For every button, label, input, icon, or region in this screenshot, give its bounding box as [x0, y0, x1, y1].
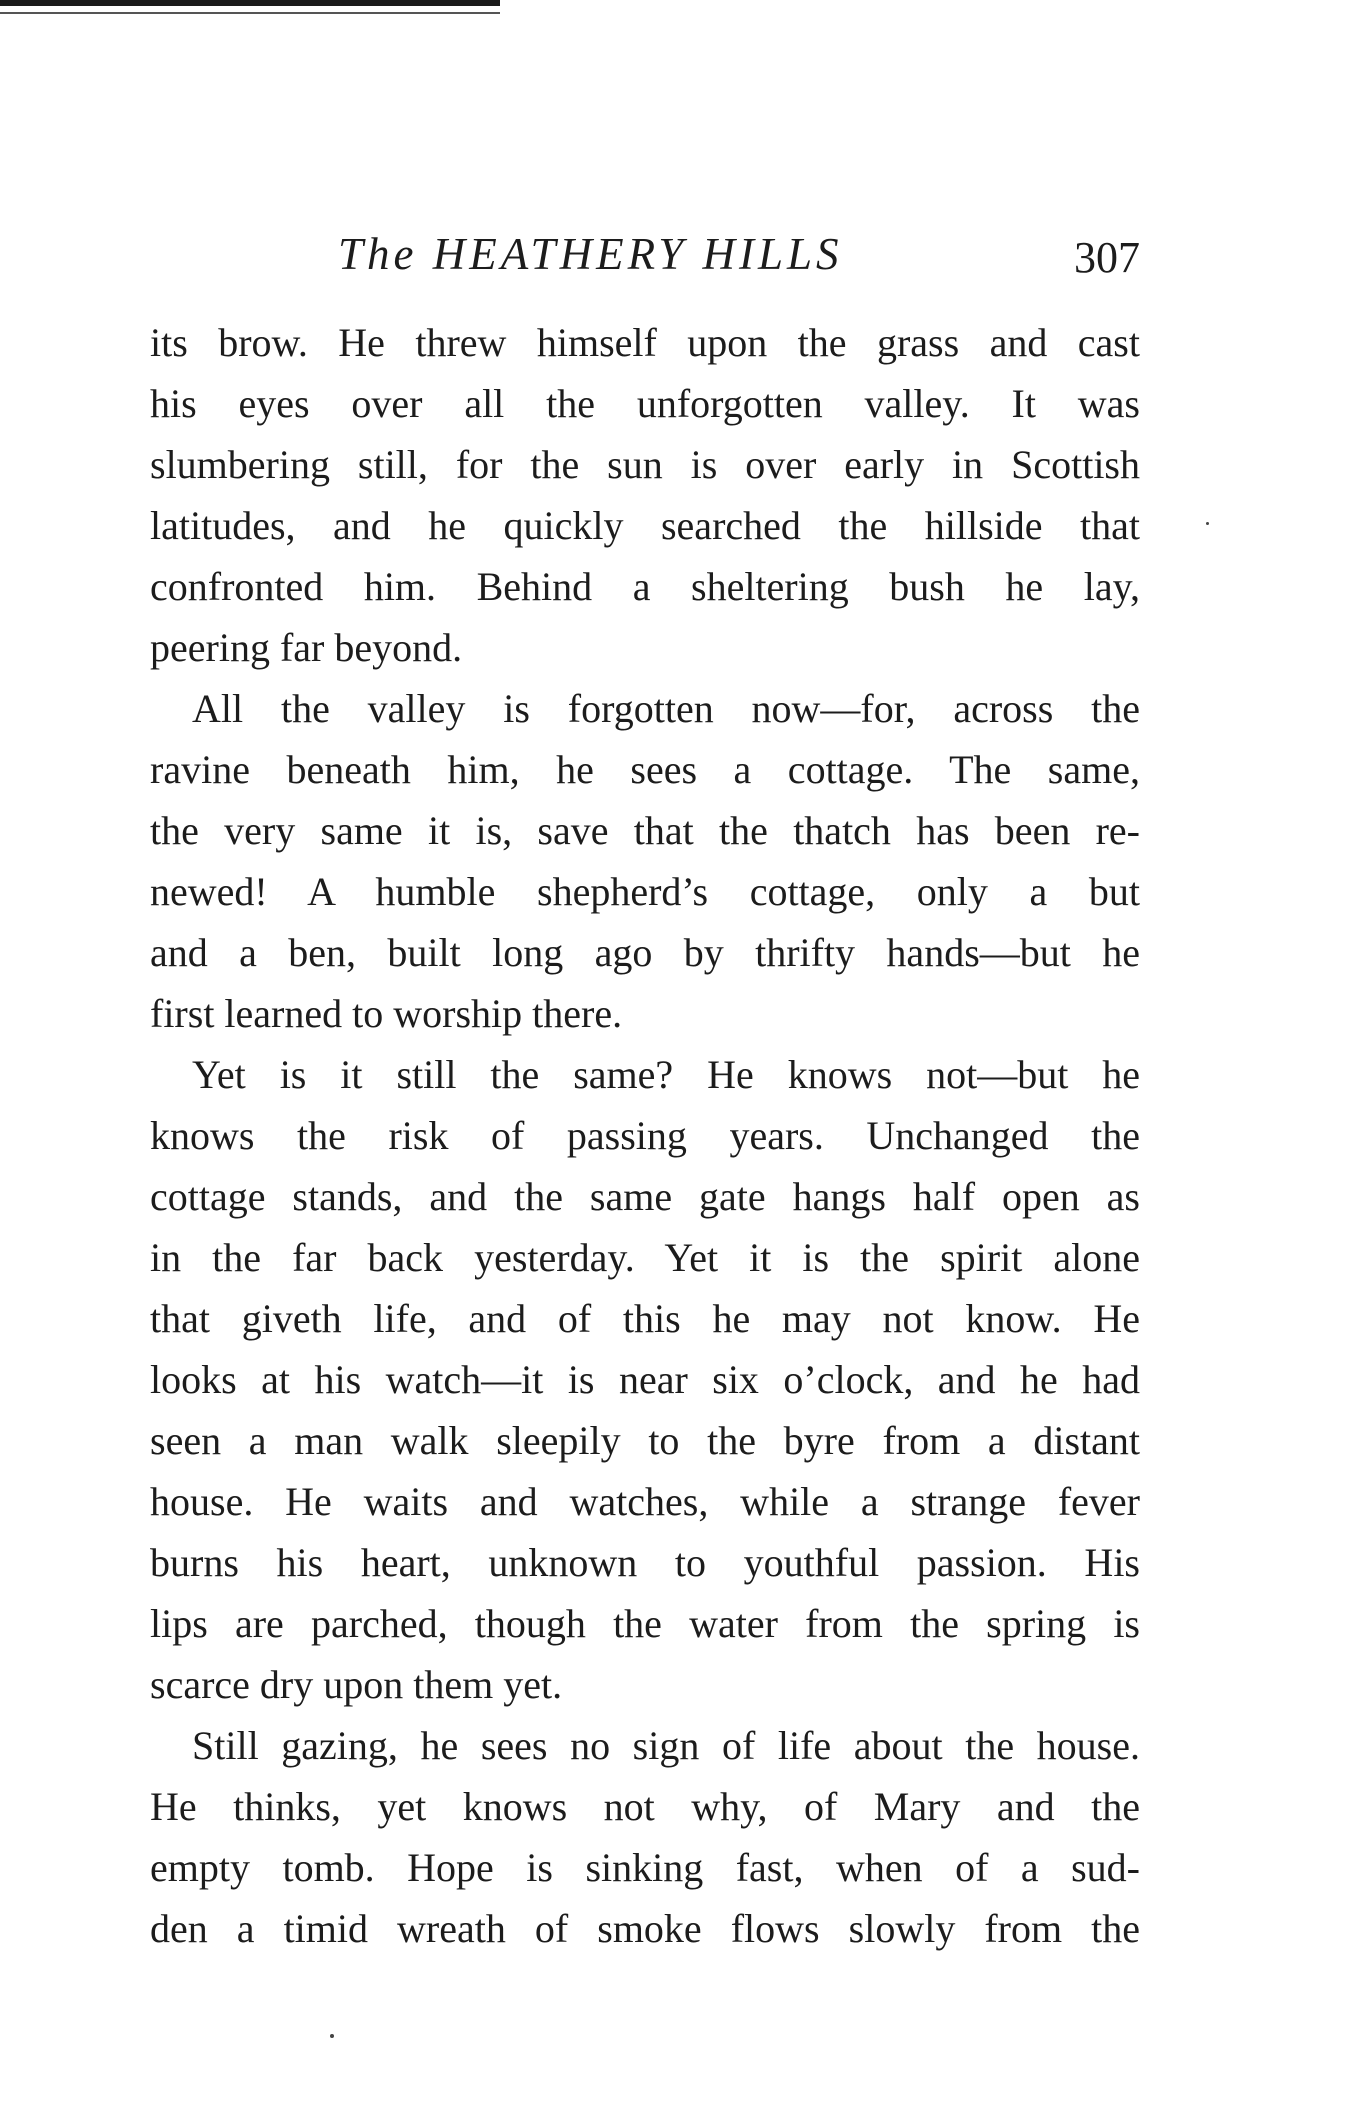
text-line: his eyes over all the unforgotten valley. It was	[150, 381, 1140, 426]
text-line: latitudes, and he quickly searched the hillside that	[150, 503, 1140, 548]
text-line: Yet is it still the same? He knows not—but he	[192, 1052, 1140, 1097]
text-line: confronted him. Behind a sheltering bush he lay,	[150, 564, 1140, 609]
text-line: in the far back yesterday. Yet it is the spirit alone	[150, 1235, 1140, 1280]
text-line: He thinks, yet knows not why, of Mary and the	[150, 1784, 1140, 1829]
text-line: knows the risk of passing years. Unchanged the	[150, 1113, 1140, 1158]
text-line: newed! A humble shepherd’s cottage, only a but	[150, 869, 1140, 914]
text-line: house. He waits and watches, while a strange fever	[150, 1479, 1140, 1524]
text-line: peering far beyond.	[150, 625, 463, 670]
text-line: empty tomb. Hope is sinking fast, when of a sud-	[150, 1845, 1140, 1890]
text-line: Still gazing, he sees no sign of life about the house.	[192, 1723, 1140, 1768]
text-line: ravine beneath him, he sees a cottage. The same,	[150, 747, 1140, 792]
text-line: that giveth life, and of this he may not know. He	[150, 1296, 1140, 1341]
text-line: burns his heart, unknown to youthful passion. His	[150, 1540, 1140, 1585]
text-line: first learned to worship there.	[150, 991, 623, 1036]
text-line: seen a man walk sleepily to the byre from a distant	[150, 1418, 1140, 1463]
ink-speck	[1206, 522, 1209, 525]
text-line: its brow. He threw himself upon the grass and cast	[150, 320, 1140, 365]
top-border-rule	[0, 0, 500, 14]
text-line: and a ben, built long ago by thrifty hands—but he	[150, 930, 1140, 975]
running-head	[150, 228, 1140, 288]
text-line: scarce dry upon them yet.	[150, 1662, 563, 1707]
text-line: cottage stands, and the same gate hangs half open as	[150, 1174, 1140, 1219]
text-line: den a timid wreath of smoke flows slowly from the	[150, 1906, 1140, 1951]
text-line: the very same it is, save that the thatch has been re-	[150, 808, 1140, 853]
running-title: The HEATHERY HILLS	[338, 229, 843, 279]
text-line: looks at his watch—it is near six o’clock, and he had	[150, 1357, 1140, 1402]
text-line: lips are parched, though the water from the spring is	[150, 1601, 1140, 1646]
text-line: slumbering still, for the sun is over early in Scottish	[150, 442, 1140, 487]
body-text	[150, 312, 1140, 1959]
page-number: 307	[1074, 233, 1140, 282]
ink-speck	[330, 2034, 334, 2038]
text-line: All the valley is forgotten now—for, across the	[192, 686, 1140, 731]
